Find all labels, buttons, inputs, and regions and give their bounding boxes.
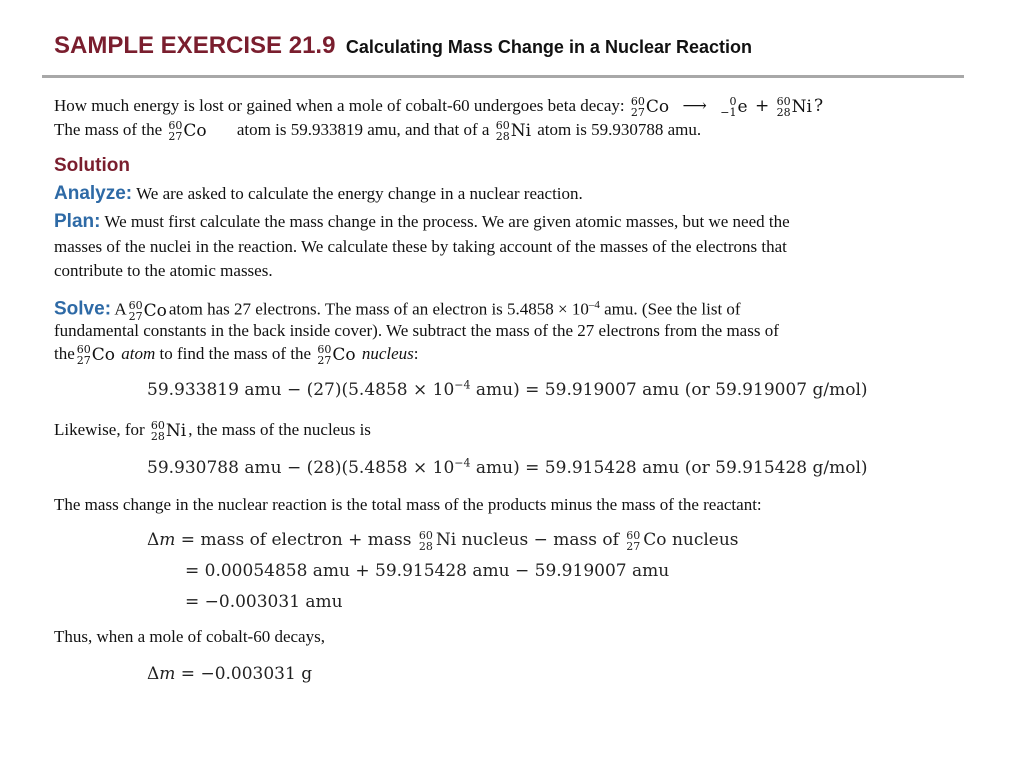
nuclide-nickel-60: 60 28 <box>418 528 433 553</box>
nuclide-cobalt-60: 60 27 Co <box>317 343 356 368</box>
nuclide-nickel-60: 60 28 Ni <box>776 94 812 119</box>
nuclide-cobalt-60: 60 27 Co <box>128 298 167 323</box>
final-delta-m: Δm = −0.003031 g <box>147 664 313 684</box>
page-title <box>54 32 752 60</box>
question-line-2: The mass of the 60 27 Co atom is 59.933819 amu, and that of a 60 28 Ni atom is 59.930788 amu. <box>54 119 702 144</box>
exercise-number: SAMPLE EXERCISE 21.9 <box>54 32 336 59</box>
nuclide-cobalt-60: 60 27 <box>626 528 641 553</box>
analyze-line: Analyze: We are asked to calculate the energy change in a nuclear reaction. <box>54 183 583 204</box>
nuclide-electron: 0 −1 e <box>720 94 748 119</box>
nuclide-cobalt-60: 60 27 Co <box>76 343 116 368</box>
likewise-line: Likewise, for 60 28 Ni , the mass of the nucleus is <box>54 419 371 444</box>
plan-label: Plan: <box>54 211 101 232</box>
nuclide-cobalt-60: 60 27 Co <box>630 94 670 119</box>
mass-change-text: The mass change in the nuclear reaction is the total mass of the products minus the mass of the reactant: <box>54 495 762 514</box>
nuclide-nickel-60: 60 28 Ni <box>150 419 187 444</box>
beta-decay-reaction: 60 27 Co ⟶ 0 −1 e + 60 28 Ni ? <box>630 94 824 119</box>
plan-line-1: Plan: We must first calculate the mass change in the process. We are given atomic masses, but we need the <box>54 211 790 232</box>
plan-line-2: masses of the nuclei in the reaction. We calculate these by taking account of the masses of the electrons that <box>54 237 787 256</box>
delta-m-line-2: = 0.00054858 amu + 59.915428 amu − 59.919007 amu <box>185 561 670 581</box>
solution-heading: Solution <box>54 155 130 176</box>
question-line-1: How much energy is lost or gained when a mole of cobalt-60 undergoes beta decay: 60 27 Co ⟶ 0 −1 e + 60 28 Ni ? <box>54 94 824 119</box>
solve-line-3: the 60 27 Co atom to find the mass of the 60 27 Co nucleus: <box>54 343 419 368</box>
solve-label: Solve: <box>54 298 112 320</box>
co-nucleus-equation: 59.933819 amu − $(27)(5.4858 \times 10^{-4}$ amu) = 59.919007 amu (or 59.919007 g/mol) <box>147 378 868 400</box>
analyze-label: Analyze: <box>54 183 133 204</box>
nuclide-nickel-60: 60 28 Ni <box>495 119 532 144</box>
ni-nucleus-equation: 59.930788 amu − $(28)(5.4858 \times 10^{-4}$ amu) = 59.915428 amu (or 59.915428 g/mol) <box>147 456 868 478</box>
plan-line-3: contribute to the atomic masses. <box>54 261 273 280</box>
solve-line-2: fundamental constants in the back inside cover). We subtract the mass of the 27 electrons from the mass of <box>54 321 779 340</box>
nuclide-cobalt-60: 60 27 Co <box>168 119 207 144</box>
title-divider <box>42 75 964 78</box>
solve-line-1: Solve: A 60 27 Co atom has 27 electrons. The mass of an electron is $5.4858 \times 10^{-4}$ amu. (See the list of <box>54 298 741 323</box>
delta-m-line-1: Δm = mass of electron + mass 60 28 Ni nucleus − mass of 60 27 Co nucleus <box>147 528 739 553</box>
reaction-arrow: ⟶ <box>682 96 707 116</box>
delta-m-line-3: = −0.003031 amu <box>185 592 343 612</box>
thus-text: Thus, when a mole of cobalt-60 decays, <box>54 627 325 646</box>
exercise-title: Calculating Mass Change in a Nuclear Reaction <box>345 37 752 57</box>
